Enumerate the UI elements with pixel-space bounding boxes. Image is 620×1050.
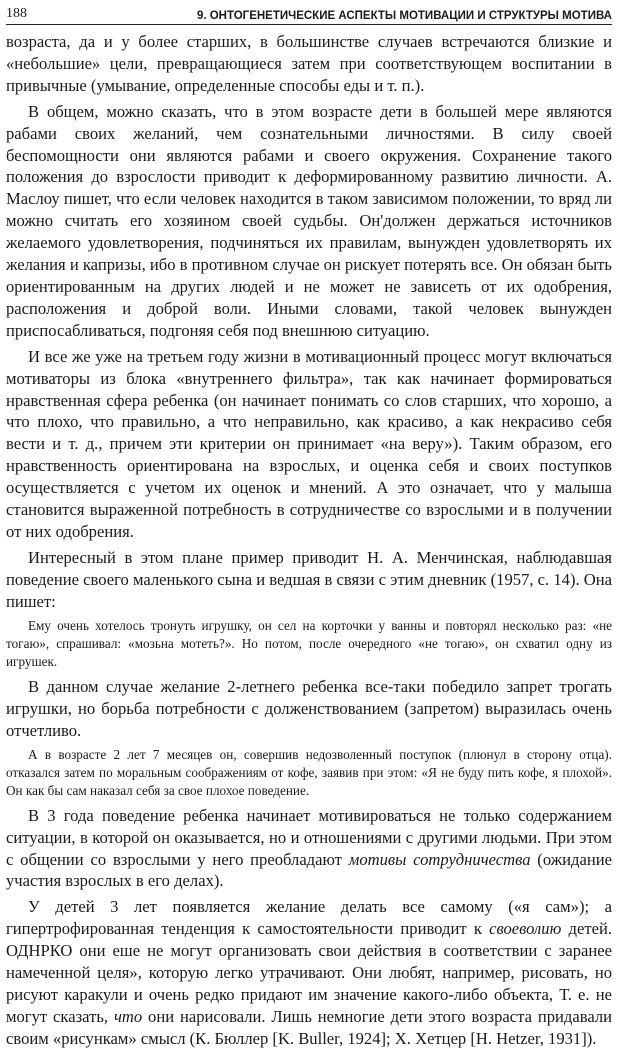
page-header bbox=[6, 0, 612, 25]
emphasis-text: что bbox=[113, 1006, 143, 1026]
emphasis-text: мотивы сотрудничества bbox=[348, 849, 531, 869]
block-quote: Ему очень хотелось тронуть игрушку, он сел на корточки у ванны и повторял несколько раз: «не тогаю», спрашивал: «мозьна мотеть?». Но потом, после очередного «не тогаю», он схватил одну из игрушек. bbox=[6, 617, 612, 670]
page-number: 188 bbox=[6, 6, 27, 21]
paragraph: В 3 года поведение ребенка начинает мотивироваться не только содержанием ситуации, в которой он оказывается, но и отношениями с другими людьми. При этом с общении со взрослыми у него преобладают мотивы сотрудничества (ожидание участия взрослых в его делах). bbox=[6, 805, 612, 891]
paragraph: В данном случае желание 2-летнего ребенка все-таки победило запрет трогать игрушки, но борьба потребности с долженствованием (запретом) выразилась очень отчетливо. bbox=[6, 676, 612, 740]
paragraph: В общем, можно сказать, что в этом возрасте дети в большей мере являются рабами своих желаний, чем сознательными личностями. В силу своей беспомощности они являются рабами и своего окружения. Сохранение такого положения до взрослости приводит к деформированному развитию личности. А. Маслоу пишет, что если человек находится в таком зависимом положении, то вряд ли можно считать его хозяином своей судьбы. Он'должен держаться источников желаемого удовлетворения, подчиняться их правилам, вынужден удовлетворять их желания и капризы, ибо в противном случае он рискует потерять все. Он обязан быть ориентированным на других людей и не может не зависеть от их одобрения, расположения и доброй воли. Иными словами, такой человек вынужден приспосабливаться, подгоняя себя под внешнюю ситуацию. bbox=[6, 101, 612, 340]
emphasis-text: своеволию bbox=[489, 919, 562, 939]
paragraph: У детей 3 лет появляется желание делать все самому («я сам»); а гипертрофированная тенденция к самостоятельности приводит к своеволию детей. ОДНРКО они еше не могут организовать свои действия в соответствии с заранее намеченной целя», которую легко утрачивают. Они любят, например, рисовать, но рисуют каракули и очень редко придают им значение какого-либо объекта, Т. е. не могут сказать, что они нарисовали. Лишь немногие дети этого возраста придавали своим «рисункам» смысл (К. Бюллер [K. Buller, 1924]; Х. Хетцер [H. Hetzer, 1931]). bbox=[6, 897, 613, 1048]
paragraph: И все же уже на третьем году жизни в мотивационный процесс могут включаться мотиваторы из блока «внутреннего фильтра», так как начинает формироваться нравственная сфера ребенка (он начинает понимать со слов старших, что хорошо, а что плохо, что правильно, а что неправильно, как красиво, а как некрасиво себя вести и т. д., причем эти критерии он принимает «на веру»). Таким образом, его нравственность ориентирована на взрослых, и оценка себя и своих поступков осуществляется с учетом их оценок и мнений. А это означает, что у малыша становится выраженной потребность в сотрудничестве со взрослыми и в получении от них одобрения. bbox=[6, 346, 612, 541]
body-text bbox=[6, 31, 612, 1050]
paragraph-continued: возраста, да и у более старших, в большинстве случаев встречаются близкие и «небольшие» цели, превращающиеся затем при соответствующем воспитании в привычные (умывание, определенные способы еды и т. п.). bbox=[6, 32, 612, 95]
block-quote: А в возрасте 2 лет 7 месяцев он, совершив недозволенный поступок (плюнул в сторону отца). отказался затем по моральным соображениям от кофе, заявив при этом: «Я не буду пить кофе, я плохой». Он как бы сам наказал себя за свое плохое поведение. bbox=[6, 746, 612, 799]
running-title: 9. ОНТОГЕНЕТИЧЕСКИЕ АСПЕКТЫ МОТИВАЦИИ И СТРУКТУРЫ МОТИВА bbox=[196, 10, 612, 22]
paragraph: Интересный в этом плане пример приводит Н. А. Менчинская, наблюдавшая поведение своего маленького сына и ведшая в связи с этим дневник (1957, с. 14). Она пишет: bbox=[6, 547, 612, 611]
